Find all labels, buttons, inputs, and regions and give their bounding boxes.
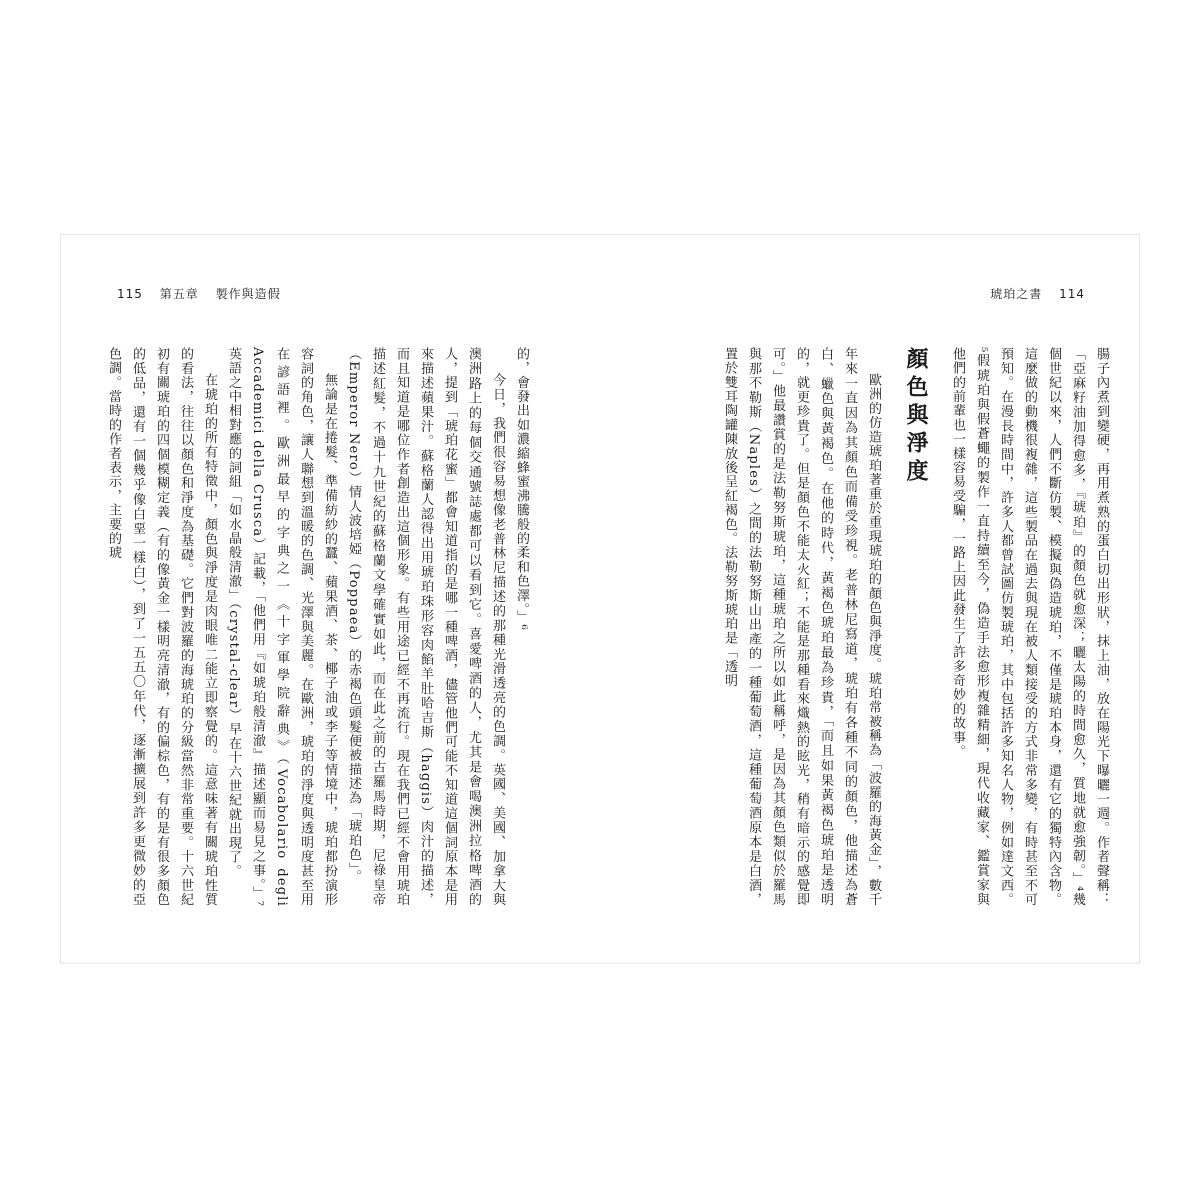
left-running-header — [117, 285, 281, 302]
paragraph: 今日，我們很容易想像老普林尼描述的那種光滑透亮的色調。英國、美國、加拿大與澳洲路上的每個交通號誌處都可以看到它。喜愛啤酒的人，尤其是會喝澳洲拉格啤酒的人，提到「琥珀花蜜」都會知道指的是哪一種啤酒，儘管他們可能不知道這個詞原本是用來描述蘋果汁。蘇格蘭人認得出用琥珀珠形容肉餡羊肚哈吉斯（haggis）肉汁的描述，而且知道是哪位作者創造出這個形象。有些用途已經不再流行。現在我們已經不會用琥珀描述紅髮，不過十九世紀的蘇格蘭文學確實如此，而在此之前的古羅馬時期，尼祿皇帝（Emperor Nero）情人波培婭（Poppaea）的赤褐色頭髮便被描述為「琥珀色」。 — [346, 347, 505, 907]
paragraph: 歐洲的仿造琥珀著重於重現琥珀的顏色與淨度。琥珀常被稱為「波羅的海黃金」，數千年來一直因為其顏色而備受珍視。老普林尼寫道，琥珀有各種不同的顏色，他描述為蒼白、蠟色與黃褐色。在他的時代，黃褐色琥珀最為珍貴，「而且如果黃褐色琥珀是透明的，就更珍貴了。但是顏色不能太火紅；不能是那種看來熾熱的眩光，稍有暗示的感覺即可。」他最讚賞的是法勒努斯琥珀，這種琥珀之所以如此稱呼，是因為其顏色類似於羅馬與那不勒斯（Naples）之間的法勒努斯山出產的一種葡萄酒，這種葡萄酒原本是白酒，置於雙耳陶罐陳放後呈紅褐色。法勒努斯琥珀是「透明 — [722, 347, 881, 907]
chapter-title: 製作與造假 — [215, 287, 281, 301]
chapter-label: 第五章 — [159, 287, 199, 301]
right-page-body — [719, 347, 1113, 907]
paragraph: 無論是在捲髮、準備紡紗的蠶、蘋果酒、茶、椰子油或李子等情境中，琥珀都扮演形容詞的角色，讓人聯想到溫暖的色調、光澤與美麗。在歐洲，琥珀的淨度與透明度甚至用在諺語裡。歐洲最早的字典之一《十字軍學院辭典》（Vocabolario degli Accademici della Crusca）記載，「他們用『如琥珀般清澈』描述顯而易見之事。」⁷英語之中相對應的詞組「如水晶般清澈」（crystal-clear）早在十六世紀就出現了。 — [226, 347, 337, 907]
right-page — [601, 235, 1141, 963]
right-running-header — [990, 285, 1085, 302]
paragraph: 的，會發出如濃縮蜂蜜沸騰般的柔和色澤。」⁶ — [514, 347, 529, 631]
book-spread — [60, 234, 1140, 964]
left-page-body — [106, 347, 533, 907]
book-title: 琥珀之書 — [990, 287, 1043, 301]
paragraph: 腸子內煮到變硬，再用煮熟的蛋白切出形狀，抹上油，放在陽光下曝曬一週。作者聲稱：「亞麻籽油加得愈多，『琥珀』的顏色就愈深；曬太陽的時間愈久，質地就愈強韌。」⁴幾個世紀以來，人們不斷仿製、模擬與偽造琥珀，不僅是琥珀本身，還有它的獨特內含物。這麼做的動機很複雜，這些製品在過去與現在被人類接受的方式非常多變，有時甚至不可預知。在漫長時間中，許多人都曾試圖仿製琥珀，其中包括許多知名人物，例如達文西。⁵假琥珀與假蒼蠅的製作一直持續至今，偽造手法愈形複雜精細，現代收藏家、鑑賞家與他們的前輩也一樣容易受騙，一路上因此發生了許多奇妙的故事。 — [950, 347, 1109, 907]
left-page-number: 115 — [117, 287, 143, 301]
left-page — [61, 235, 601, 963]
right-page-number: 114 — [1059, 287, 1085, 301]
paragraph: 在琥珀的所有特徵中，顏色與淨度是肉眼唯二能立即察覺的。這意味著有關琥珀性質的看法，往往以顏色和淨度為基礎。它們對波羅的海琥珀的分級當然非常重要。十六世紀初有關琥珀的四個模糊定義（有的像黃金一樣明亮清澈，有的偏棕色，有的是有很多顏色的低品，還有一個幾乎像白堊一樣白），到了一五五〇年代，逐漸擴展到許多更微妙的亞色調。當時的作者表示，主要的琥 — [106, 347, 217, 907]
section-heading: 顏色與淨度 — [903, 347, 928, 487]
